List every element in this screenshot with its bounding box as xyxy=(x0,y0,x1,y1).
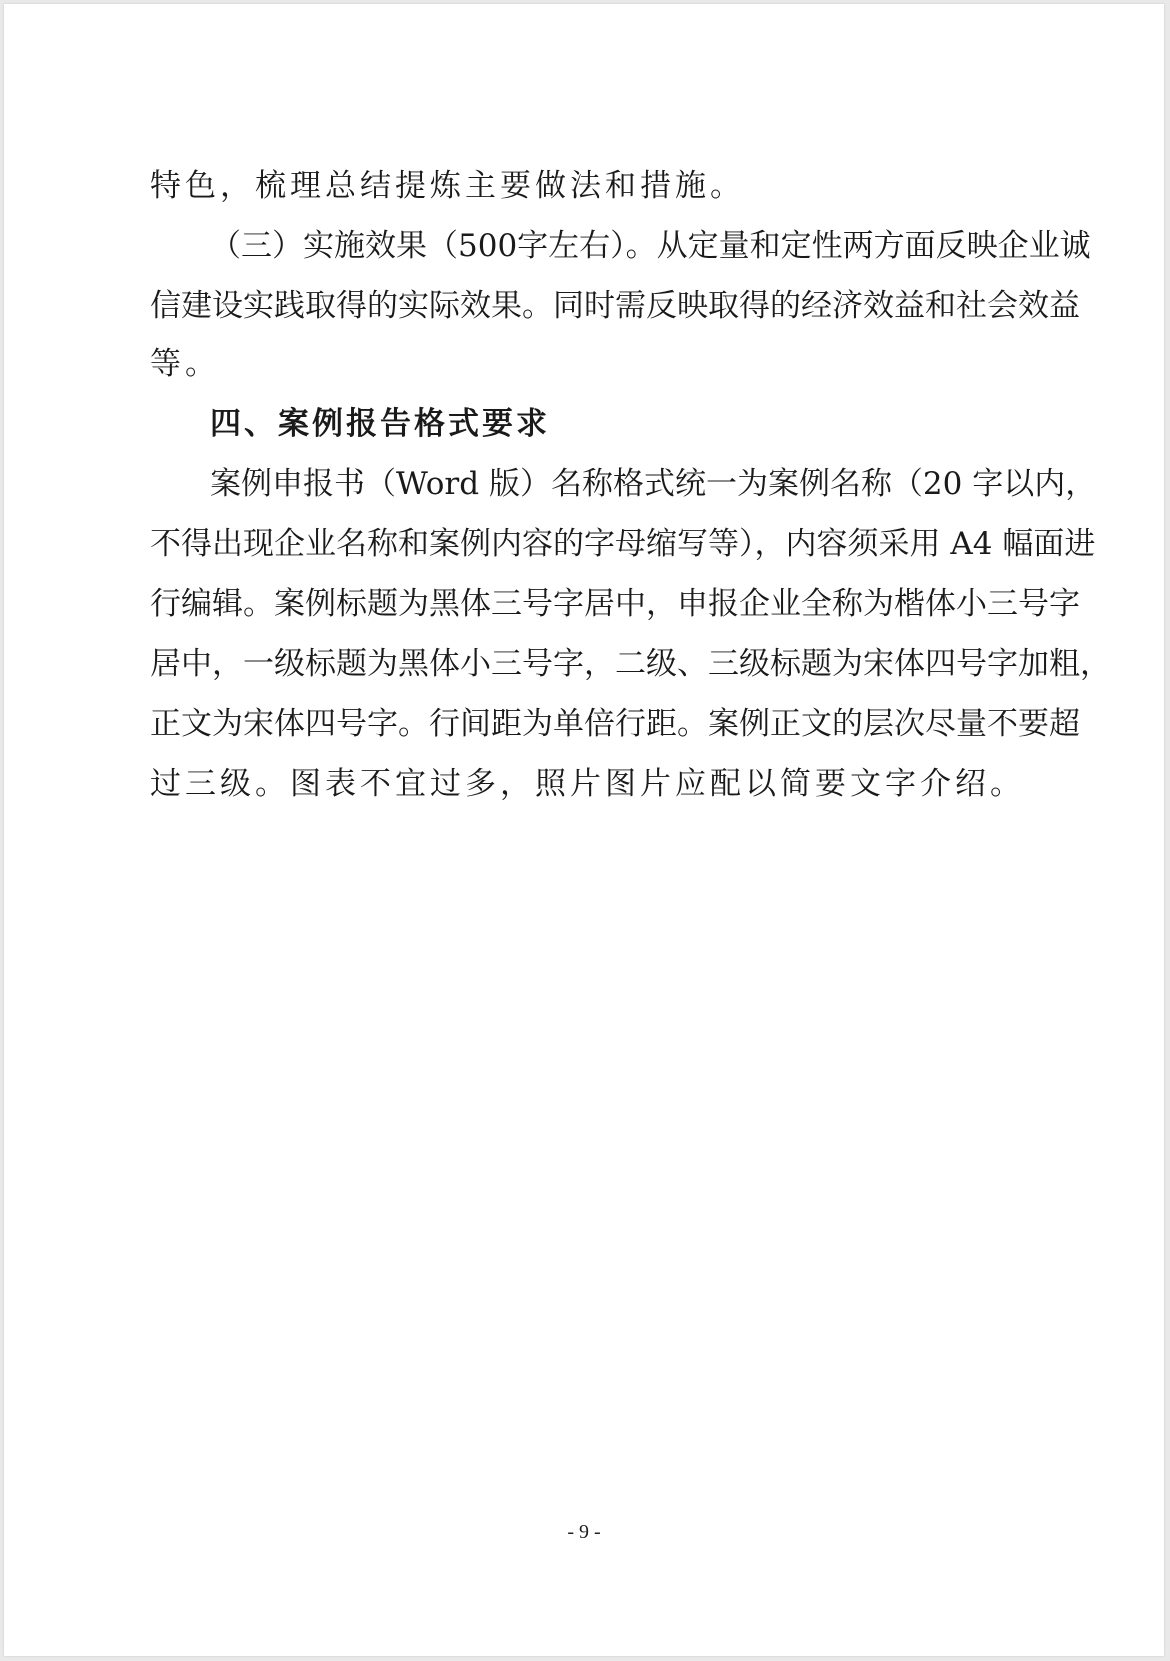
document-page xyxy=(4,4,1164,1656)
paragraph-line: 特色，梳理总结提炼主要做法和措施。 xyxy=(150,168,745,204)
paragraph-line: 案例申报书（Word 版）名称格式统一为案例名称（20 字以内， xyxy=(210,466,1097,502)
page-number: - 9 - xyxy=(567,1521,601,1543)
paragraph-line: 正文为宋体四号字。行间距为单倍行距。案例正文的层次尽量不要超 xyxy=(150,706,1080,742)
paragraph-line: 信建设实践取得的实际效果。同时需反映取得的经济效益和社会效益 xyxy=(150,288,1080,324)
section-heading: 四、案例报告格式要求 xyxy=(210,406,550,442)
paragraph-line: 等。 xyxy=(150,346,220,382)
paragraph-line: 居中，一级标题为黑体小三号字，二级、三级标题为宋体四号字加粗， xyxy=(150,646,1111,682)
paragraph-line: （三）实施效果（500字左右）。从定量和定性两方面反映企业诚 xyxy=(210,228,1091,264)
paragraph-line: 过三级。图表不宜过多，照片图片应配以简要文字介绍。 xyxy=(150,766,1025,802)
paragraph-line: 行编辑。案例标题为黑体三号字居中，申报企业全称为楷体小三号字 xyxy=(150,586,1080,622)
paragraph-line: 不得出现企业名称和案例内容的字母缩写等），内容须采用 A4 幅面进 xyxy=(150,526,1096,562)
